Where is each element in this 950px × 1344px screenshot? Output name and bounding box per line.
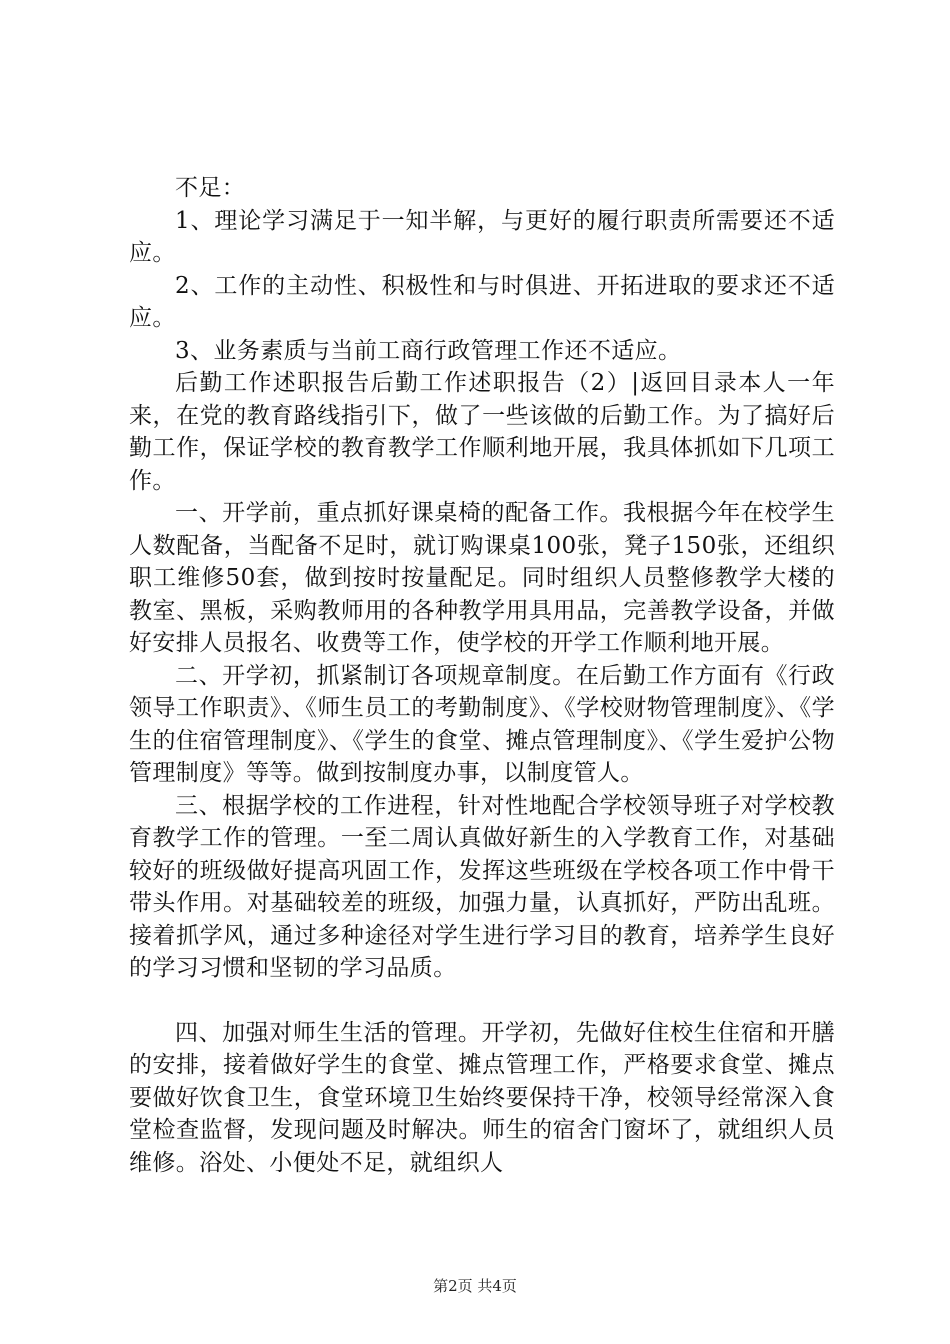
paragraph-section-1: 一、开学前，重点抓好课桌椅的配备工作。我根据今年在校学生人数配备，当配备不足时，就订购课桌100张，凳子150张，还组织职工维修50套，做到按时按量配足。同时组织人员整修教学大楼的教室、黑板，采购教师用的各种教学用具用品，完善教学设备，并做好安排人员报名、收费等工作，使学校的开学工作顺利地开展。: [129, 500, 835, 656]
paragraph-report-intro: 后勤工作述职报告后勤工作述职报告（2）|返回目录本人一年来，在党的教育路线指引下，做了一些该做的后勤工作。为了搞好后勤工作，保证学校的教育教学工作顺利地开展，我具体抓如下几项工作。: [129, 370, 835, 494]
paragraph-shortcoming-2: 2、工作的主动性、积极性和与时俱进、开拓进取的要求还不适应。: [129, 272, 835, 331]
paragraph-shortcoming-3: 3、业务素质与当前工商行政管理工作还不适应。: [175, 337, 682, 364]
paragraph-section-4: 四、加强对师生生活的管理。开学初，先做好住校生住宿和开膳的安排，接着做好学生的食堂、摊点管理工作，严格要求食堂、摊点要做好饮食卫生，食堂环境卫生始终要保持干净，校领导经常深入食堂检查监督，发现问题及时解决。师生的宿舍门窗坏了，就组织人员维修。浴处、小便处不足，就组织人: [129, 1019, 835, 1176]
paragraph-shortcomings-heading: 不足：: [175, 175, 246, 201]
paragraph-shortcoming-1: 1、理论学习满足于一知半解，与更好的履行职责所需要还不适应。: [129, 207, 835, 266]
page-footer: 第2页 共4页: [433, 1277, 517, 1295]
document-body: [129, 172, 835, 1179]
paragraph-section-3: 三、根据学校的工作进程，针对性地配合学校领导班子对学校教育教学工作的管理。一至二周认真做好新生的入学教育工作，对基础较好的班级做好提高巩固工作，发挥这些班级在学校各项工作中骨干带头作用。对基础较差的班级，加强力量，认真抓好，严防出乱班。接着抓学风，通过多种途径对学生进行学习目的教育，培养学生良好的学习习惯和坚韧的学习品质。: [129, 792, 835, 981]
paragraph-section-2: 二、开学初，抓紧制订各项规章制度。在后勤工作方面有《行政领导工作职责》、《师生员工的考勤制度》、《学校财物管理制度》、《学生的住宿管理制度》、《学生的食堂、摊点管理制度》、《学生爱护公物管理制度》等等。做到按制度办事，以制度管人。: [129, 662, 835, 786]
